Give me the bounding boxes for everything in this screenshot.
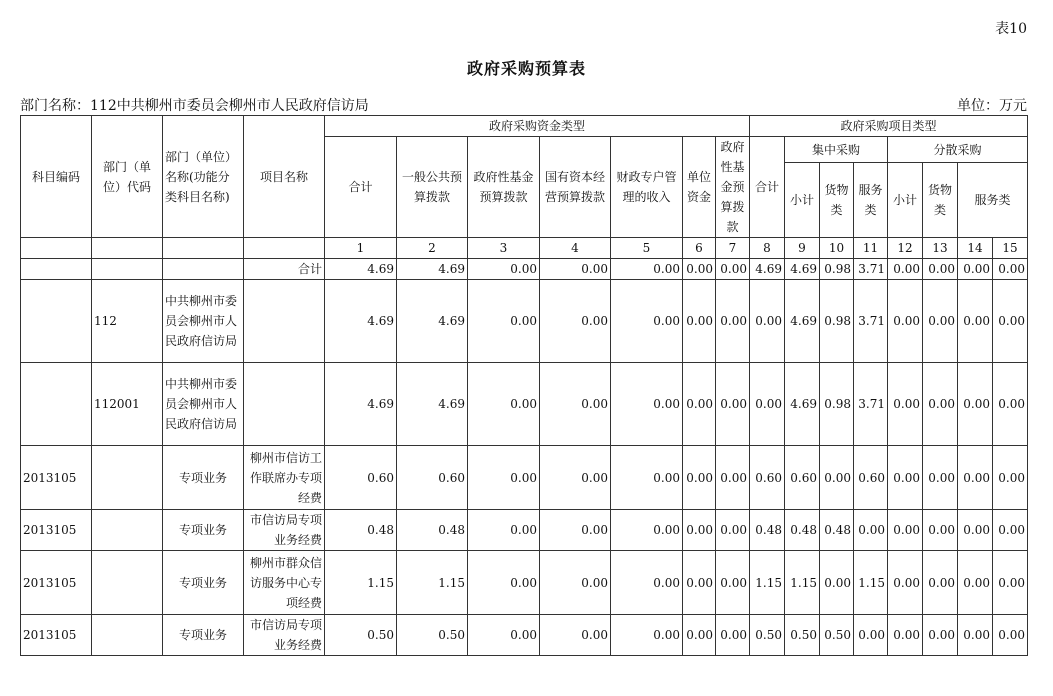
cell-value: 0.00 [611,615,683,656]
page-title: 政府采购预算表 [466,59,586,78]
cell-value: 0.00 [750,363,785,446]
cell-value: 0.00 [993,446,1028,510]
cell-value: 0.98 [820,280,854,363]
cell-code [21,363,92,446]
cell-value: 3.71 [854,363,888,446]
cell-value: 0.48 [785,510,820,551]
cell-value: 0.00 [888,510,923,551]
cell-value: 0.00 [716,615,750,656]
cell-value: 3.71 [854,280,888,363]
cell-value: 0.00 [958,363,993,446]
cell-code: 2013105 [21,551,92,615]
cell-value: 0.00 [923,510,958,551]
table-row [21,510,1028,551]
cell-value: 4.69 [785,363,820,446]
header-soe: 国有资本经营预算拨款 [540,137,611,238]
cell-project [244,280,325,363]
header-project: 项目名称 [244,116,325,238]
cell-dept-code [92,446,163,510]
cell-value: 0.60 [785,446,820,510]
column-number: 6 [683,238,716,259]
header-govfund: 政府性基金预算拨款 [468,137,540,238]
cell-code [21,259,92,280]
cell-value: 0.00 [611,280,683,363]
column-number: 8 [750,238,785,259]
header-special: 财政专户管理的收入 [611,137,683,238]
column-number: 3 [468,238,540,259]
cell-value: 0.00 [611,446,683,510]
cell-value: 0.00 [683,615,716,656]
cell-value: 0.00 [611,551,683,615]
cell-value: 0.60 [750,446,785,510]
cell-project: 柳州市信访工作联席办专项经费 [244,446,325,510]
cell-value: 0.00 [540,551,611,615]
table-number: 表10 [995,21,1027,37]
cell-value: 0.00 [958,280,993,363]
header-dispersed: 分散采购 [888,137,1028,163]
cell-code: 2013105 [21,615,92,656]
header-subtotal-1: 小计 [785,163,820,238]
column-number: 10 [820,238,854,259]
cell-value: 0.00 [540,259,611,280]
cell-value: 0.00 [958,446,993,510]
cell-value: 0.50 [325,615,397,656]
column-number: 2 [397,238,468,259]
cell-value: 0.00 [540,615,611,656]
cell-value: 0.00 [540,280,611,363]
cell-value: 0.60 [325,446,397,510]
table-row [21,280,1028,363]
cell-value: 0.00 [468,551,540,615]
cell-value: 0.00 [683,259,716,280]
header-fund-type: 政府采购资金类型 [325,116,750,137]
cell-value: 0.50 [750,615,785,656]
cell-value: 0.00 [854,615,888,656]
cell-value: 0.50 [397,615,468,656]
cell-value: 0.00 [820,551,854,615]
cell-value: 0.00 [716,259,750,280]
cell-value: 0.00 [468,446,540,510]
cell-value: 0.00 [993,280,1028,363]
header-unit-fund: 单位资金 [683,137,716,238]
cell-value: 0.00 [923,363,958,446]
cell-dept-name: 专项业务 [163,510,244,551]
table-row [21,446,1028,510]
cell-value: 0.00 [683,551,716,615]
table-row [21,551,1028,615]
cell-value: 0.00 [716,551,750,615]
cell-value: 0.00 [468,259,540,280]
cell-project: 柳州市群众信访服务中心专项经费 [244,551,325,615]
cell-dept-name: 中共柳州市委员会柳州市人民政府信访局 [163,280,244,363]
column-number-row [21,238,1028,259]
cell-value: 0.00 [958,510,993,551]
cell-value: 0.60 [397,446,468,510]
cell-value: 0.00 [958,259,993,280]
cell-value: 0.00 [468,280,540,363]
cell-dept-code: 112001 [92,363,163,446]
unit-label: 单位：万元 [957,98,1027,114]
cell-value: 1.15 [397,551,468,615]
cell-value: 0.00 [888,446,923,510]
header-dept-name: 部门（单位）名称(功能分类科目名称) [163,116,244,238]
cell-value: 0.00 [993,615,1028,656]
cell-code: 2013105 [21,510,92,551]
cell-value: 4.69 [325,363,397,446]
cell-dept-code [92,510,163,551]
cell-value: 0.00 [888,363,923,446]
cell-value: 0.00 [716,363,750,446]
cell-value: 0.00 [888,259,923,280]
cell-dept-code [92,259,163,280]
cell-value: 4.69 [397,280,468,363]
cell-project: 市信访局专项业务经费 [244,615,325,656]
cell-value: 0.00 [683,446,716,510]
column-number: 5 [611,238,683,259]
cell-value: 0.00 [888,551,923,615]
column-number: 11 [854,238,888,259]
cell-value: 0.00 [683,280,716,363]
department-name: 部门名称：112中共柳州市委员会柳州市人民政府信访局 [20,98,369,114]
cell-value: 0.00 [888,280,923,363]
cell-value: 4.69 [750,259,785,280]
cell-value: 4.69 [325,259,397,280]
cell-value: 0.48 [750,510,785,551]
procurement-budget-table [20,115,1028,656]
cell-value: 0.00 [468,510,540,551]
cell-value: 0.48 [397,510,468,551]
table-row [21,259,1028,280]
cell-value: 4.69 [785,259,820,280]
cell-value: 0.00 [750,280,785,363]
cell-value: 0.00 [683,510,716,551]
cell-project [244,363,325,446]
cell-value: 0.60 [854,446,888,510]
header-centralized: 集中采购 [785,137,888,163]
cell-value: 0.00 [993,510,1028,551]
cell-value: 0.00 [540,510,611,551]
header-item-type: 政府采购项目类型 [750,116,1028,137]
header-code: 科目编码 [21,116,92,238]
cell-value: 3.71 [854,259,888,280]
header-total: 合计 [325,137,397,238]
cell-value: 0.48 [325,510,397,551]
cell-value: 0.00 [854,510,888,551]
cell-code: 2013105 [21,446,92,510]
cell-value: 0.00 [540,363,611,446]
cell-value: 0.98 [820,259,854,280]
column-number: 13 [923,238,958,259]
table-row [21,363,1028,446]
cell-dept-code: 112 [92,280,163,363]
cell-value: 0.00 [923,551,958,615]
cell-value: 0.00 [923,259,958,280]
cell-dept-code [92,551,163,615]
cell-value: 0.00 [923,615,958,656]
cell-value: 1.15 [785,551,820,615]
cell-value: 1.15 [854,551,888,615]
cell-value: 4.69 [785,280,820,363]
table-row [21,615,1028,656]
header-general: 一般公共预算拨款 [397,137,468,238]
cell-dept-name: 中共柳州市委员会柳州市人民政府信访局 [163,363,244,446]
cell-value: 0.00 [993,551,1028,615]
header-dept-code: 部门（单位）代码 [92,116,163,238]
cell-value: 0.00 [958,615,993,656]
column-number: 14 [958,238,993,259]
cell-value: 0.00 [958,551,993,615]
cell-value: 0.50 [785,615,820,656]
column-number: 4 [540,238,611,259]
cell-value: 0.00 [716,280,750,363]
column-number: 15 [993,238,1028,259]
cell-value: 0.00 [540,446,611,510]
cell-value: 0.00 [716,446,750,510]
column-number: 9 [785,238,820,259]
cell-value: 4.69 [325,280,397,363]
column-number: 12 [888,238,923,259]
header-service-2: 服务类 [958,163,1028,238]
column-number: 7 [716,238,750,259]
cell-code [21,280,92,363]
header-total-2: 合计 [750,137,785,238]
cell-value: 0.00 [923,446,958,510]
cell-value: 0.00 [611,363,683,446]
cell-value: 0.00 [683,363,716,446]
cell-value: 0.00 [888,615,923,656]
cell-value: 0.00 [820,446,854,510]
cell-value: 0.00 [468,615,540,656]
cell-dept-code [92,615,163,656]
cell-dept-name: 专项业务 [163,615,244,656]
cell-value: 4.69 [397,363,468,446]
cell-value: 0.98 [820,363,854,446]
cell-value: 0.00 [716,510,750,551]
cell-value: 0.00 [611,510,683,551]
cell-dept-name: 专项业务 [163,551,244,615]
cell-value: 0.00 [993,259,1028,280]
header-goods-2: 货物类 [923,163,958,238]
cell-value: 1.15 [325,551,397,615]
cell-value: 0.00 [468,363,540,446]
header-service-1: 服务类 [854,163,888,238]
cell-project: 市信访局专项业务经费 [244,510,325,551]
cell-project: 合计 [244,259,325,280]
cell-value: 0.00 [923,280,958,363]
header-govfund-2: 政府性基金预算拨款 [716,137,750,238]
cell-value: 0.50 [820,615,854,656]
cell-value: 0.00 [993,363,1028,446]
header-goods-1: 货物类 [820,163,854,238]
cell-dept-name: 专项业务 [163,446,244,510]
cell-dept-name [163,259,244,280]
column-number: 1 [325,238,397,259]
header-subtotal-2: 小计 [888,163,923,238]
cell-value: 0.00 [611,259,683,280]
cell-value: 0.48 [820,510,854,551]
cell-value: 1.15 [750,551,785,615]
cell-value: 4.69 [397,259,468,280]
